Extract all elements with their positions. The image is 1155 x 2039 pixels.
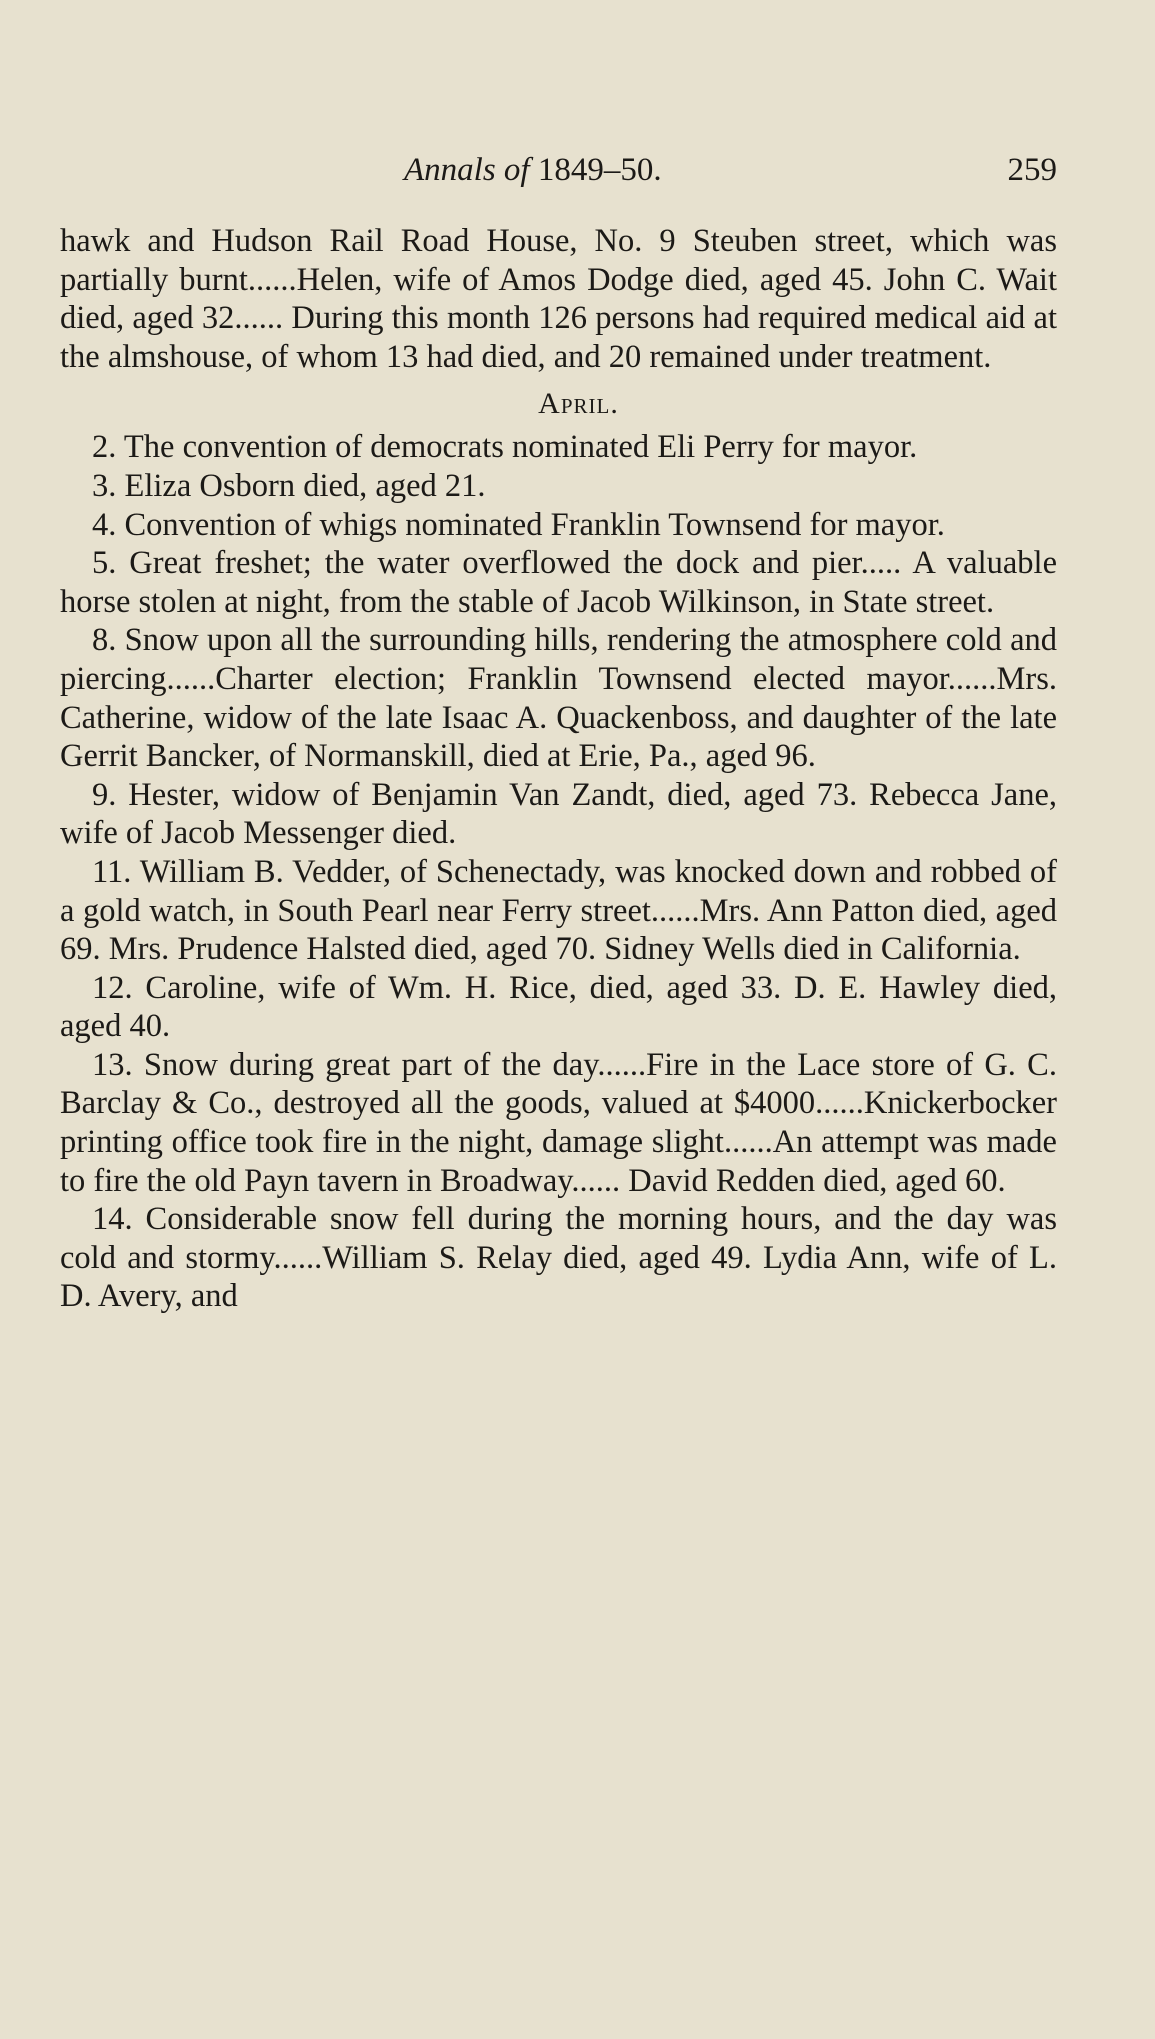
running-title-annals: Annals bbox=[404, 152, 496, 188]
entry-april-13: 13. Snow during great part of the day......Fire in the Lace store of G. C. Barclay & Co., destroyed all the goods, valued at $4000......Knickerbocker printing office took fire in the night, damage slight......An attempt was made to fire the old Payn tavern in Broadway...... David Redden died, aged 60. bbox=[60, 1046, 1057, 1199]
page-body bbox=[60, 222, 1057, 1316]
entry-april-9: 9. Hester, widow of Benjamin Van Zandt, died, aged 73. Rebecca Jane, wife of Jacob Messenger died. bbox=[60, 776, 1057, 852]
running-title-of: of bbox=[503, 152, 530, 188]
entry-april-8: 8. Snow upon all the surrounding hills, rendering the atmosphere cold and piercing......Charter election; Franklin Townsend elected mayor......Mrs. Catherine, widow of the late Isaac A. Quackenboss, and daughter of the late Gerrit Bancker, of Normanskill, died at Erie, Pa., aged 96. bbox=[60, 622, 1057, 775]
entry-april-4: 4. Convention of whigs nominated Franklin Townsend for mayor. bbox=[92, 506, 945, 543]
page-number: 259 bbox=[1007, 152, 1057, 188]
running-header bbox=[60, 152, 1057, 196]
running-title bbox=[404, 152, 662, 189]
entry-april-12: 12. Caroline, wife of Wm. H. Rice, died, aged 33. D. E. Hawley died, aged 40. bbox=[60, 969, 1057, 1045]
entry-april-3: 3. Eliza Osborn died, aged 21. bbox=[92, 467, 486, 504]
entry-april-2: 2. The convention of democrats nominated Eli Perry for mayor. bbox=[92, 429, 918, 466]
opening-paragraph: hawk and Hudson Rail Road House, No. 9 Steuben street, which was partially burnt......Helen, wife of Amos Dodge died, aged 45. John C. Wait died, aged 32...... During this month 126 persons had required medical aid at the almshouse, of whom 13 had died, and 20 remained under treatment. bbox=[60, 223, 1057, 375]
entry-april-14: 14. Considerable snow fell during the morning hours, and the day was cold and stormy......William S. Relay died, aged 49. Lydia Ann, wife of L. D. Avery, and bbox=[60, 1201, 1057, 1315]
section-heading-april: April. bbox=[538, 387, 619, 421]
running-title-years: 1849–50. bbox=[537, 152, 662, 188]
entry-april-11: 11. William B. Vedder, of Schenectady, was knocked down and robbed of a gold watch, in South Pearl near Ferry street......Mrs. Ann Patton died, aged 69. Mrs. Prudence Halsted died, aged 70. Sidney Wells died in California. bbox=[60, 853, 1057, 968]
entry-april-5: 5. Great freshet; the water overflowed the dock and pier..... A valuable horse stolen at night, from the stable of Jacob Wilkinson, in State street. bbox=[60, 545, 1057, 620]
